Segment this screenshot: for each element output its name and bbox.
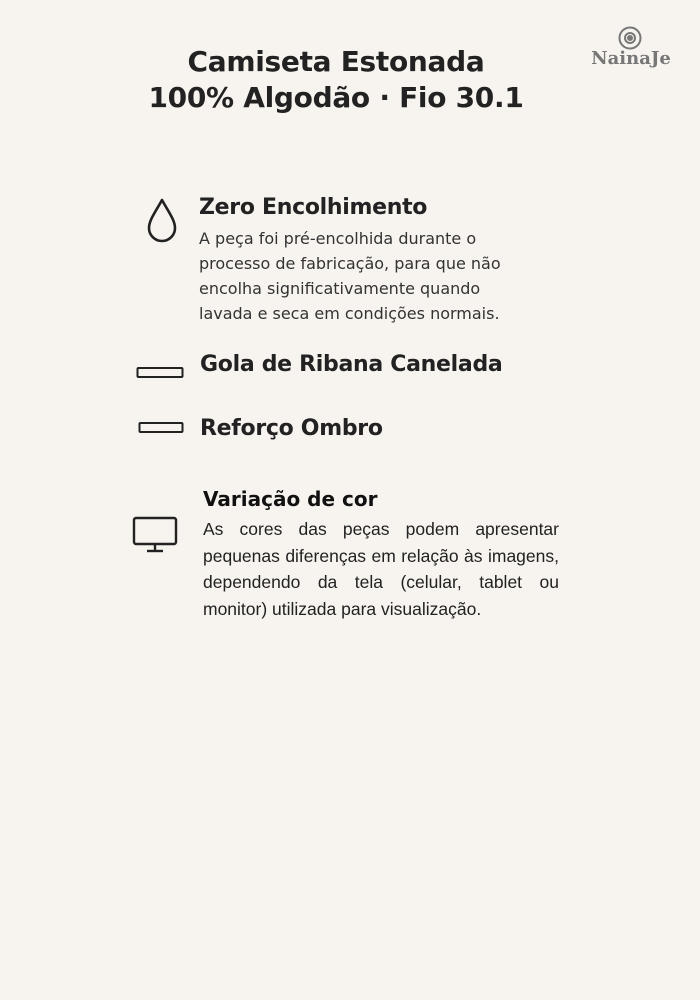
logo-circle-icon [618,26,642,50]
feature-shrink-line-1: A peça foi pré-encolhida durante o [199,229,477,248]
feature-color-title: Variação de cor [203,487,378,511]
feature-shrink-line-4: lavada e seca em condições normais. [199,304,500,323]
title-line-2: 100% Algodão · Fio 30.1 [148,81,524,114]
page-title [0,44,672,116]
shoulder-strip-icon [138,421,184,435]
feature-shoulder-title: Reforço Ombro [200,416,383,441]
feature-shrink-line-2: processo de fabricação, para que não [199,254,501,273]
feature-shrink-title: Zero Encolhimento [199,195,428,220]
feature-color-description: As cores das peças podem apresentar pequenas diferenças em relação às imagens, dependendo da tela (celular, tablet ou monitor) utilizada para visualização. [203,519,559,619]
monitor-icon [132,516,178,554]
collar-strip-icon [136,366,184,380]
water-drop-icon [146,198,178,244]
feature-collar-title: Gola de Ribana Canelada [200,352,503,377]
title-line-1: Camiseta Estonada [187,45,485,78]
logo-text: NainaJe [591,48,671,69]
brand-logo [588,26,674,74]
feature-shrink-description [199,226,501,326]
feature-shrink-line-3: encolha significativamente quando [199,279,481,298]
